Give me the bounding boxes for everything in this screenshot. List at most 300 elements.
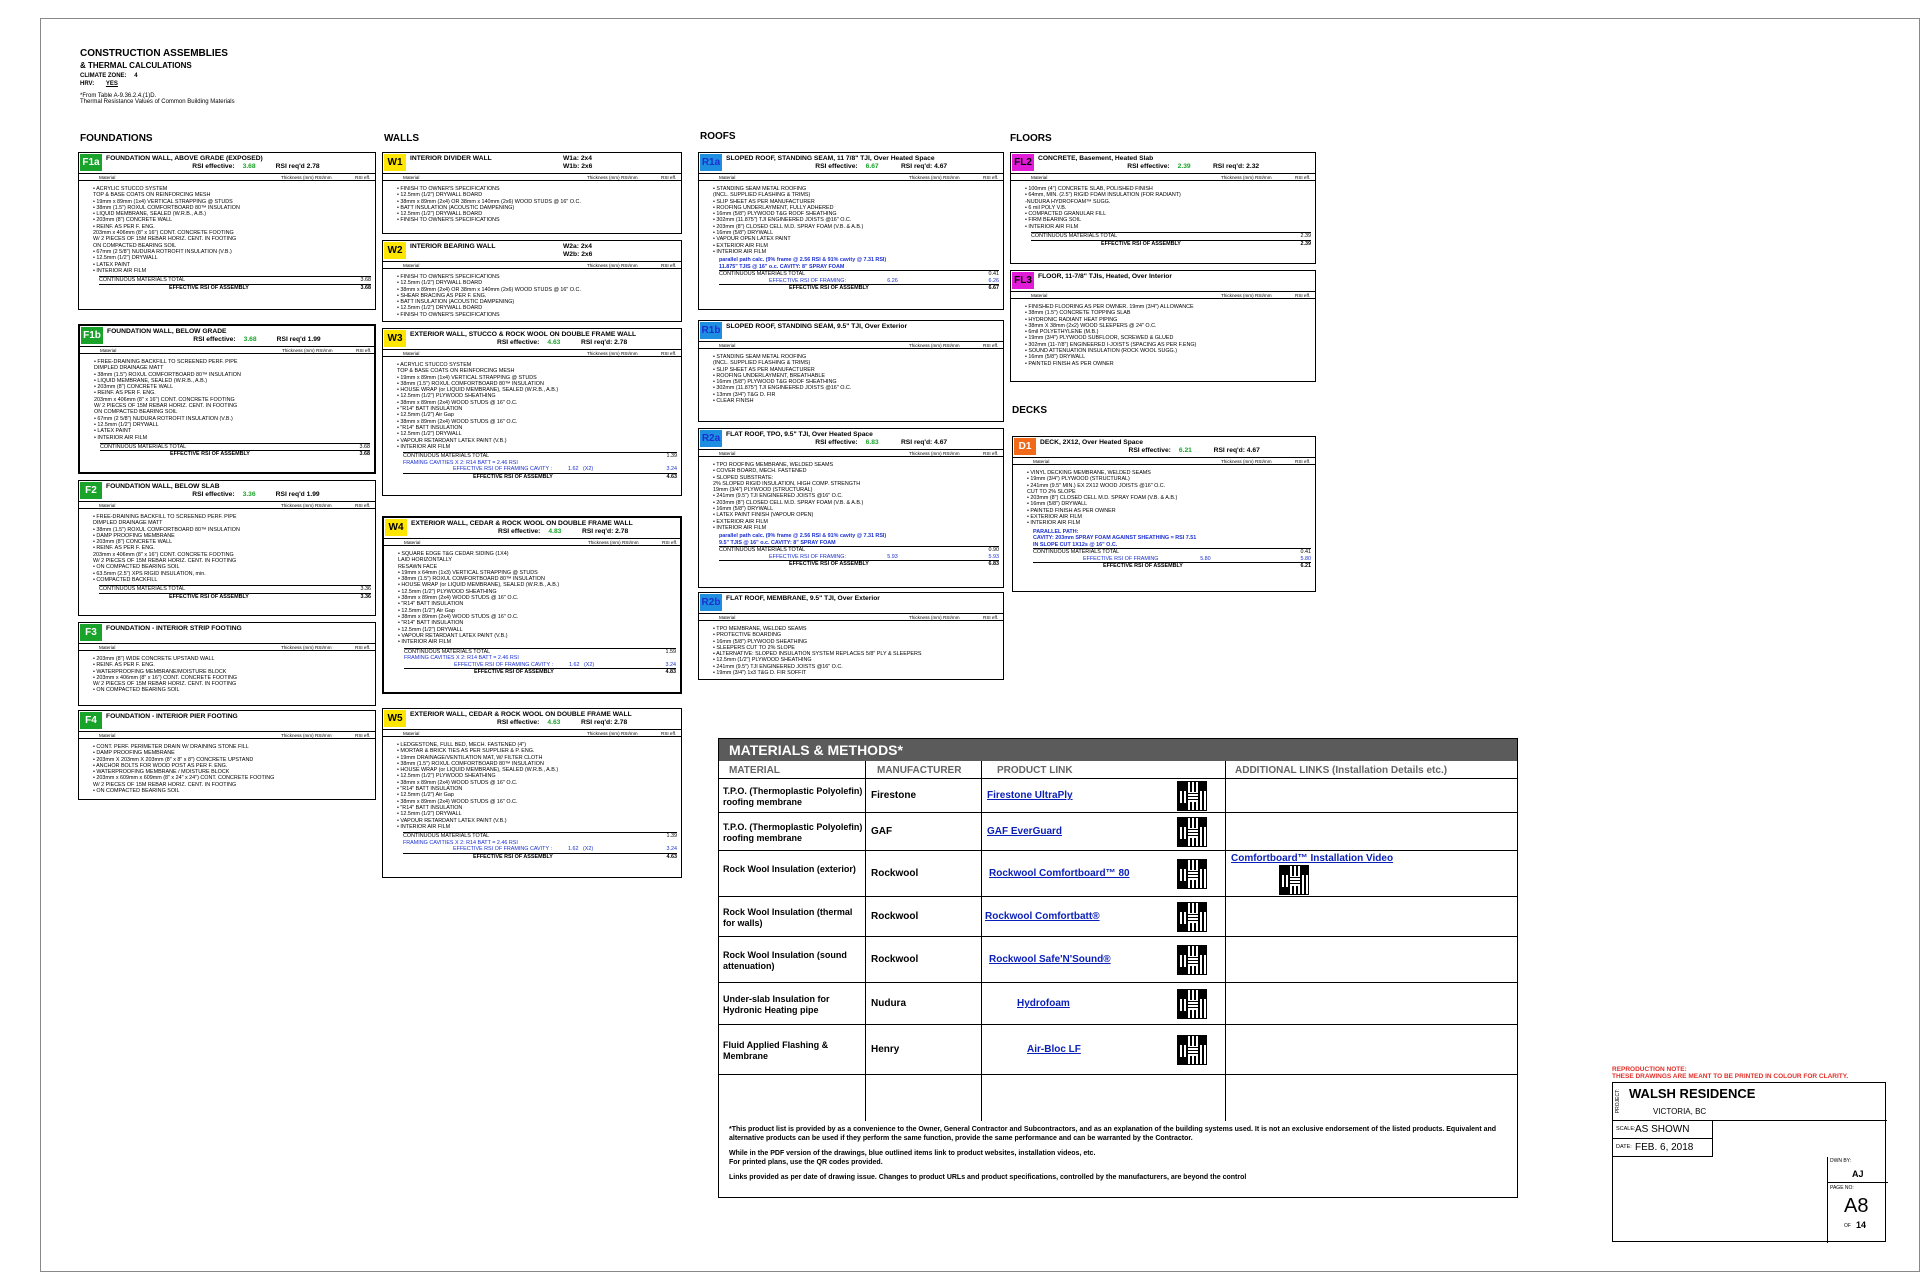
date-cell	[1613, 1139, 1713, 1157]
rsi-effective-label: RSI effective:	[192, 163, 235, 170]
project-name: WALSH RESIDENCE	[1629, 1086, 1756, 1101]
material-item: • MORTAR & BRICK TIES AS PER SUPPLIER & P. ENG.	[397, 748, 535, 755]
material-name: Fluid Applied Flashing & Membrane	[723, 1040, 829, 1061]
assembly-tag: W2	[384, 242, 406, 259]
material-list	[94, 359, 370, 441]
framing-cavity-note: FRAMING CAVITIES X 2: R14 BATT = 2.46 RSI	[404, 655, 519, 662]
material-name: Rock Wool Insulation (exterior)	[723, 864, 856, 874]
additional-link[interactable]: Comfortboard™ Installation Video	[1231, 853, 1394, 864]
assembly-tag: W5	[384, 710, 406, 727]
rsi-effective	[497, 339, 560, 346]
material-item: • 203mm (8") CONCRETE WALL	[94, 384, 174, 391]
section-foundations: FOUNDATIONS	[80, 133, 153, 144]
col-manufacturer: MANUFACTURER	[877, 765, 962, 776]
material-item: • STANDING SEAM METAL ROOFING	[713, 354, 807, 360]
continuous-total-row	[403, 832, 677, 840]
product-link[interactable]: Rockwool Comfortboard™ 80	[989, 868, 1130, 879]
material-item: • 12.5mm (1/2") DRYWALL	[397, 811, 462, 818]
assembly-tag: W3	[384, 330, 406, 347]
col-rsi-eff: RSI eff.	[355, 645, 371, 650]
material-item: • 6 mil POLY V.B.	[1025, 204, 1067, 211]
material-item: • 38mm (1.5") ROXUL COMFORTBOARD 80™ INSULATION	[94, 371, 241, 378]
material-item: • VAPOUR RETARDANT LATEX PAINT (V.B.)	[397, 817, 507, 824]
continuous-total-row	[1033, 548, 1311, 556]
assembly-w5	[382, 708, 682, 878]
col-material: Material	[99, 645, 116, 650]
material-item: • PAINTED FINISH AS PER OWNER	[1027, 507, 1116, 514]
material-item: • 16mm (5/8") DRYWALL	[1027, 501, 1088, 508]
material-item: • INTERIOR AIR FILM	[1027, 520, 1081, 527]
material-item: • 38mm (1.5") ROXUL COMFORTBOARD 80™ INSULATION	[397, 380, 544, 387]
rsi-effective-value: 6.83	[865, 439, 879, 446]
material-item: • 67mm (2 5/8") NUDURA ROTROFIT INSULATION (V.B.)	[93, 248, 232, 255]
materials-row	[719, 983, 1517, 1025]
column-header	[383, 261, 681, 269]
material-item: • 16mm (5/8") PLYWOOD SHEATHING	[713, 638, 808, 645]
effective-rsi-label: EFFECTIVE RSI OF ASSEMBLY	[473, 853, 553, 860]
assembly-tag: FL3	[1012, 272, 1034, 289]
col-material: Material	[1033, 459, 1050, 464]
material-item: • 302mm (11.875") TJI ENGINEERED JOISTS @16" O.C.	[713, 217, 852, 224]
material-item: • LATEX PAINT FINISH (VAPOUR OPEN)	[713, 512, 814, 519]
assembly-w1	[382, 152, 682, 234]
material-item: W/ 2 PIECES OF 15M REBAR HORIZ. CENT. IN FOOTING	[93, 681, 237, 688]
material-item: • 12.5mm (1/2") DRYWALL	[94, 421, 159, 428]
rsi-effective-label: RSI effective:	[1128, 447, 1171, 454]
material-item: • 302mm (11-7/8") ENGINEERED I-JOISTS (SPACING AS PER F.ENG)	[1025, 341, 1197, 348]
rsi-effective-label: RSI effective:	[498, 528, 541, 535]
materials-row	[719, 937, 1517, 983]
col-material: Material	[719, 175, 736, 180]
assembly-tag: F1b	[81, 327, 103, 344]
material-item: • REINF. AS PER F. ENG.	[93, 223, 155, 230]
material-item: • LATEX PAINT	[94, 428, 132, 435]
totals-block	[404, 648, 676, 676]
totals-block	[1031, 232, 1311, 247]
material-item: 19mm (3/4") PLYWOOD (STRUCTURAL)	[713, 487, 813, 494]
material-item: (INCL. SUPPLIED FLASHING & TRIMS)	[713, 192, 811, 199]
continuous-total-value: 0.41	[1300, 549, 1311, 556]
material-item: • ALTERNATIVE: SLOPED INSULATION SYSTEM REPLACES 5/8" PLY & SLEEPERS	[713, 651, 922, 658]
col-rsi-eff: RSI eff.	[661, 731, 677, 736]
material-item: (INCL. SUPPLIED FLASHING & TRIMS)	[713, 360, 811, 367]
material-item: • 63.5mm (2.5") XPS RIGID INSULATION, min.	[93, 570, 206, 577]
material-item: • HOUSE WRAP (or LIQUID MEMBRANE), SEALED (W.R.B., A.B.)	[398, 582, 560, 589]
material-item: • INTERIOR AIR FILM	[397, 823, 451, 830]
col-rsi-eff: RSI eff.	[662, 540, 678, 545]
material-item: • LEDGESTONE, FULL BED, MECH. FASTENED (4")	[397, 742, 527, 748]
parallel-path-note: IN SLOPE CUT 1X12s @ 16" O.C.	[1033, 541, 1118, 548]
continuous-total-row	[100, 443, 370, 451]
rsi-effective-value: 4.63	[547, 719, 561, 726]
material-item: ON COMPACTED BEARING SOIL	[93, 242, 177, 249]
col-thickness: Thickness (mm) RSI/mm	[281, 503, 332, 508]
effective-rsi-value: 4.63	[666, 473, 677, 480]
page-of-label: OF	[1844, 1223, 1851, 1229]
hrv-value: YES	[105, 81, 118, 87]
project-location: VICTORIA, BC	[1653, 1107, 1707, 1116]
rsi-required: RSI req'd 1.99	[275, 491, 320, 498]
material-item: • 38mm x 89mm (2x4) WOOD STUDS @ 16" O.C.	[397, 779, 518, 786]
material-item: • 38mm x 89mm (2x4) WOOD STUDS @ 16" O.C.	[397, 418, 518, 425]
manufacturer-name: Rockwool	[871, 954, 919, 965]
material-item: • "R14" BATT INSULATION	[397, 424, 463, 431]
col-thickness: Thickness (mm) RSI/mm	[909, 451, 960, 456]
material-item: • INTERIOR AIR FILM	[93, 267, 147, 274]
continuous-total-value: 1.39	[666, 453, 677, 460]
material-list	[713, 626, 999, 676]
material-item: • 100mm (4") CONCRETE SLAB, POLISHED FINISH	[1025, 186, 1153, 192]
product-link[interactable]: GAF EverGuard	[987, 826, 1063, 837]
material-item: • SHEAR BRACING AS PER F. ENG.	[397, 292, 487, 299]
material-name: Under-slab Insulation for Hydronic Heating pipe	[723, 994, 830, 1015]
effective-rsi-row	[403, 853, 677, 861]
material-item: W/ 2 PIECES OF 15M REBAR HORIZ. CENT. IN FOOTING	[93, 781, 237, 788]
material-item: • "R14" BATT INSULATION	[397, 786, 463, 793]
rsi-effective	[1127, 163, 1190, 170]
column-header	[79, 501, 375, 509]
assembly-tag: W1	[384, 154, 406, 171]
material-item: • 12.5mm (1/2") DRYWALL BOARD	[397, 192, 483, 199]
col-rsi-eff: RSI eff.	[983, 175, 999, 180]
rsi-effective-label: RSI effective:	[193, 336, 236, 343]
material-item: • EXTERIOR AIR FILM	[713, 518, 768, 525]
material-item: • 203mm X 203mm X 203mm (8" x 8" x 8") CONCRETE UPSTAND	[93, 756, 254, 763]
assembly-subtype: W1b: 2x6	[563, 163, 593, 170]
repro-note-1: REPRODUCTION NOTE:	[1612, 1066, 1687, 1073]
material-list	[713, 186, 999, 255]
product-link[interactable]: Rockwool Comfortbatt®	[985, 911, 1100, 922]
material-item: • 38mm x 89mm (2x4) OR 38mm x 140mm (2x6) WOOD STUDS @ 16" O.C.	[397, 198, 581, 205]
col-thickness: Thickness (mm) RSI/mm	[282, 348, 333, 353]
material-item: • 241mm (9.5" MIN.) EX 2X12 WOOD JOISTS @16" O.C.	[1027, 482, 1166, 489]
material-item: • 16mm (5/8") DRYWALL	[1025, 354, 1086, 361]
parallel-path-note: 9.5" TJIS @ 16" o.c. CAVITY: 8" SPRAY FOAM	[719, 539, 836, 546]
framing-effective-label: EFFECTIVE RSI OF FRAMING:	[769, 553, 846, 560]
material-item: TOP & BASE COATS ON REINFORCING MESH	[397, 368, 515, 375]
framing-multiplier: (X2)	[583, 846, 594, 853]
materials-note-1: *This product list is provided by as a convenience to the Owner, General Contractor and Subcontractors, and as an explanation of the building systems used. It is not an exclusive endorsement of the listed products. Equivalent and alternative products can be used if they perform the same function, provide the same performance and can be warranted by the Contractor.	[729, 1126, 1497, 1142]
column-header	[699, 449, 1003, 457]
effective-rsi-value: 2.39	[1300, 240, 1311, 247]
material-item: • 19mm (3/4") PLYWOOD SUBFLOOR, SCREWED & GLUED	[1025, 335, 1174, 342]
materials-notes	[729, 1125, 1507, 1188]
column-header	[383, 729, 681, 737]
column-header	[1013, 457, 1315, 465]
materials-row	[719, 851, 1517, 897]
framing-multiplier: (X2)	[584, 661, 595, 668]
effective-rsi-label: EFFECTIVE RSI OF ASSEMBLY	[169, 593, 249, 600]
material-item: • INTERIOR AIR FILM	[1025, 223, 1079, 230]
section-roofs: ROOFS	[700, 131, 736, 142]
assembly-title: EXTERIOR WALL, CEDAR & ROCK WOOL ON DOUBLE FRAME WALL	[410, 711, 632, 718]
effective-rsi-row	[403, 473, 677, 481]
rsi-required: RSI req'd: 2.78	[582, 528, 629, 535]
date-label: DATE:	[1616, 1144, 1632, 1150]
page-cell	[1827, 1157, 1887, 1243]
material-item: • STANDING SEAM METAL ROOFING	[713, 186, 807, 192]
material-list	[397, 362, 677, 450]
repro-note-2: THESE DRAWINGS ARE MEANT TO BE PRINTED IN COLOUR FOR CLARITY.	[1612, 1073, 1849, 1080]
total-pages: 14	[1856, 1220, 1867, 1230]
framing-effective-value: 6.26	[887, 277, 898, 284]
framing-total-value: 3.24	[666, 846, 677, 853]
material-item: • HYDRONIC RADIANT HEAT PIPING	[1025, 316, 1118, 323]
material-item: • LATEX PAINT	[93, 261, 131, 268]
rsi-required: RSI req'd 1.99	[276, 336, 321, 343]
assembly-title: FOUNDATION WALL, ABOVE GRADE (EXPOSED)	[106, 155, 263, 162]
effective-rsi-label: EFFECTIVE RSI OF ASSEMBLY	[1101, 240, 1181, 247]
material-item: • ON COMPACTED BEARING SOIL	[93, 788, 180, 795]
assembly-title: DECK, 2X12, Over Heated Space	[1040, 439, 1143, 446]
continuous-total-label: CONTINUOUS MATERIALS TOTAL	[719, 547, 806, 554]
scale-label: SCALE:	[1616, 1126, 1636, 1132]
continuous-total-value: 1.59	[665, 648, 676, 655]
continuous-total-value: 2.39	[1300, 233, 1311, 240]
framing-effective-row	[404, 662, 676, 669]
column-header	[1011, 291, 1315, 299]
assembly-w4	[382, 516, 682, 694]
assembly-fl3	[1010, 270, 1316, 382]
parallel-path-note: parallel path calc. (9% frame @ 2.56 RSI & 91% cavity @ 7.31 RSI)	[719, 257, 887, 264]
framing-effective-label: EFFECTIVE RSI OF FRAMING:	[769, 277, 846, 284]
project-cell	[1613, 1083, 1887, 1121]
material-item: • ON COMPACTED BEARING SOIL	[93, 687, 180, 694]
material-item: • 38mm x 89mm (2x4) OR 38mm x 140mm (2x6) WOOD STUDS @ 16" O.C.	[397, 286, 581, 293]
assembly-title: FOUNDATION WALL, BELOW SLAB	[106, 483, 220, 490]
col-thickness: Thickness (mm) RSI/mm	[281, 645, 332, 650]
framing-cavity-note: FRAMING CAVITIES X 2: R14 BATT = 2.46 RSI	[403, 839, 518, 846]
material-item: LAID HORIZONTALLY	[398, 557, 453, 564]
material-item: CUT TO 2% SLOPE	[1027, 488, 1076, 495]
material-item: • 203mm (8") CLOSED CELL M.D. SPRAY FOAM (V.B. & A.B.)	[1027, 495, 1178, 502]
rsi-effective-value: 6.67	[865, 163, 879, 170]
effective-rsi-value: 6.83	[988, 561, 999, 568]
material-item: • FINISH TO OWNER'S SPECIFICATIONS	[397, 311, 500, 318]
assembly-title: EXTERIOR WALL, STUCCO & ROCK WOOL ON DOUBLE FRAME WALL	[410, 331, 637, 338]
material-list	[93, 656, 371, 694]
material-item: • VAPOUR RETARDANT LATEX PAINT (V.B.)	[397, 437, 507, 444]
material-list	[1025, 186, 1311, 230]
scale-value: AS SHOWN	[1635, 1124, 1690, 1135]
material-item: • "R14" BATT INSULATION	[397, 804, 463, 811]
assembly-d1	[1012, 436, 1316, 592]
col-thickness: Thickness (mm) RSI/mm	[1221, 175, 1272, 180]
col-thickness: Thickness (mm) RSI/mm	[281, 175, 332, 180]
material-item: • 38mm x 89mm (2x4) WOOD STUDS @ 16" O.C.	[397, 798, 518, 805]
continuous-total-value: 3.36	[360, 586, 371, 593]
column-header	[79, 643, 375, 651]
rsi-effective-label: RSI effective:	[815, 163, 858, 170]
material-item: • FREE-DRAINING BACKFILL TO SCREENED PERF. PIPE	[94, 359, 238, 365]
continuous-total-label: CONTINUOUS MATERIALS TOTAL	[403, 453, 490, 460]
effective-rsi-row	[719, 560, 999, 568]
manufacturer-name: Rockwool	[871, 911, 919, 922]
assembly-title: FLOOR, 11-7/8" TJIs, Heated, Over Interior	[1038, 273, 1172, 280]
qr-code	[1177, 781, 1207, 811]
material-list	[93, 744, 371, 794]
materials-column-headers	[719, 761, 1517, 779]
material-item: ON COMPACTED BEARING SOIL	[94, 409, 178, 416]
material-item: • 12.5mm (1/2") Air Gap	[398, 607, 455, 614]
continuous-total-label: CONTINUOUS MATERIALS TOTAL	[99, 277, 186, 284]
material-item: • 12.5mm (1/2") DRYWALL	[93, 255, 158, 262]
material-item: • VAPOUR OPEN LATEX PAINT	[713, 236, 791, 243]
material-item: -NUDURA HYDROFOAM™ SUGG.	[1025, 198, 1111, 205]
product-link[interactable]: Hydrofoam	[1017, 998, 1070, 1009]
rsi-required: RSI req'd: 2.78	[581, 719, 628, 726]
totals-block	[719, 270, 999, 292]
col-thickness: Thickness (mm) RSI/mm	[1221, 293, 1272, 298]
material-item: • REINF. AS PER F. ENG.	[93, 545, 155, 552]
material-item: • 241mm (9.5") TJI ENGINEERED JOISTS @16" O.C.	[713, 493, 843, 500]
rsi-required: RSI req'd 2.78	[275, 163, 320, 170]
parallel-path-note: PARALLEL PATH:	[1033, 528, 1079, 535]
rsi-effective	[193, 336, 256, 343]
material-item: • CONT. PERF. PERIMETER DRAIN W/ DRAINING STONE FILL	[93, 744, 249, 750]
material-list	[397, 742, 677, 830]
qr-code	[1177, 989, 1207, 1019]
effective-rsi-row	[719, 284, 999, 292]
material-item: • 302mm (11.875") TJI ENGINEERED JOISTS @16" O.C.	[713, 385, 852, 392]
material-item: • FINISH TO OWNER'S SPECIFICATIONS	[397, 186, 500, 192]
material-item: • 203mm (8") CONCRETE WALL	[93, 217, 173, 224]
hrv-label: HRV:	[80, 81, 95, 87]
continuous-total-row	[404, 648, 676, 656]
continuous-total-row	[719, 546, 999, 554]
totals-block	[99, 276, 371, 291]
col-material: Material	[403, 263, 420, 268]
material-item: • INTERIOR AIR FILM	[713, 248, 767, 255]
assembly-title: INTERIOR BEARING WALL	[410, 243, 496, 250]
col-material: Material	[99, 733, 116, 738]
manufacturer-name: Rockwool	[871, 868, 919, 879]
material-item: • ACRYLIC STUCCO SYSTEM	[93, 186, 168, 192]
col-rsi-eff: RSI eff.	[356, 348, 372, 353]
column-header	[383, 173, 681, 181]
assembly-tag: F3	[80, 624, 102, 641]
rsi-required: RSI req'd: 4.67	[1213, 447, 1260, 454]
material-item: • 19mm (3/4") PLYWOOD (STRUCTURAL)	[1027, 476, 1130, 483]
assembly-tag: W4	[385, 519, 407, 536]
material-item: • 38mm (1.5") ROXUL COMFORTBOARD 80™ INSULATION	[398, 576, 545, 583]
effective-rsi-label: EFFECTIVE RSI OF ASSEMBLY	[474, 669, 554, 676]
material-item: • SLIP SHEET AS PER MANUFACTURER	[713, 366, 815, 373]
material-item: • 38mm x 89mm (2x4) WOOD STUDS @ 16" O.C.	[397, 399, 518, 406]
climate-value: 4	[134, 73, 138, 79]
materials-note-4: Links provided as per date of drawing issue. Changes to product URLs and product specifications, controlled by the manufacturers, are beyond the control	[729, 1174, 1247, 1181]
manufacturer-name: Nudura	[871, 998, 906, 1009]
material-item: • 12.5mm (1/2") DRYWALL BOARD	[397, 305, 483, 312]
col-thickness: Thickness (mm) RSI/mm	[281, 733, 332, 738]
column-header	[699, 613, 1003, 621]
material-item: • PROTECTIVE BOARDING	[713, 632, 782, 639]
rsi-effective-value: 4.63	[547, 339, 561, 346]
material-item: • 38mm (1.5") ROXUL COMFORTBOARD 80™ INSULATION	[93, 204, 240, 211]
assembly-subtype: W2b: 2x6	[563, 251, 593, 258]
assembly-r1a	[698, 152, 1004, 310]
material-item: • SQUARE EDGE T&G CEDAR SIDING (1X4)	[398, 551, 509, 557]
continuous-total-value: 0.41	[988, 271, 999, 278]
framing-total-value: 3.24	[666, 466, 677, 473]
assembly-tag: F1a	[80, 154, 102, 171]
material-item: DIMPLED DRAINAGE MATT	[93, 520, 163, 527]
totals-block	[403, 832, 677, 860]
material-item: • 38mm (1.5") CONCRETE TOPPING SLAB	[1025, 310, 1131, 317]
totals-block	[100, 443, 370, 458]
rsi-effective	[498, 528, 561, 535]
title-block	[1612, 1082, 1886, 1242]
product-link[interactable]: Firestone UltraPly	[987, 790, 1073, 801]
framing-effective-label: EFFECTIVE RSI OF FRAMING CAVITY :	[453, 846, 552, 853]
column-header	[1011, 173, 1315, 181]
col-material: Material	[403, 175, 420, 180]
material-item: • FINISH TO OWNER'S SPECIFICATIONS	[397, 217, 500, 224]
material-item: W/ 2 PIECES OF 15M REBAR HORIZ. CENT. IN FOOTING	[94, 403, 238, 410]
framing-effective-value: 1.62	[569, 661, 580, 668]
material-item: • FINISHED FLOORING AS PER OWNER. 19mm (3/4") ALLOWANCE	[1025, 304, 1194, 310]
material-name: Rock Wool Insulation (thermal for walls)	[723, 907, 853, 928]
material-item: • 12.5mm (1/2") PLYWOOD SHEATHING	[397, 393, 496, 400]
product-link[interactable]: Rockwool Safe'N'Sound®	[989, 954, 1111, 965]
column-header	[383, 349, 681, 357]
continuous-total-label: CONTINUOUS MATERIALS TOTAL	[1033, 549, 1120, 556]
material-item: • 16mm (5/8") PLYWOOD T&G ROOF SHEATHING	[713, 211, 837, 218]
material-item: • TPO ROOFING MEMBRANE, WELDED SEAMS	[713, 462, 834, 468]
material-item: • TPO MEMBRANE, WELDED SEAMS	[713, 626, 807, 632]
drawn-by-label: DWN BY:	[1830, 1158, 1852, 1164]
section-walls: WALLS	[384, 133, 419, 144]
col-material: Material	[719, 343, 736, 348]
framing-effective-label: EFFECTIVE RSI OF FRAMING CAVITY :	[454, 661, 553, 668]
continuous-total-row	[719, 270, 999, 278]
material-item: • EXTERIOR AIR FILM	[1027, 514, 1082, 521]
materials-note-3: For printed plans, use the QR codes provided.	[729, 1159, 883, 1166]
parallel-path-note: CAVITY: 203mm SPRAY FOAM AGAINST SHEATHING = RSI 7.51	[1033, 535, 1197, 542]
effective-rsi-row	[404, 668, 676, 676]
material-item: • SLOPED SUBSTRATE:	[713, 474, 774, 481]
continuous-total-value: 3.68	[360, 277, 371, 284]
column-header	[80, 346, 374, 354]
parallel-path-note: 11.875" TJIS @ 16" o.c. CAVITY: 8" SPRAY FOAM	[719, 263, 845, 270]
totals-block	[719, 546, 999, 568]
product-link[interactable]: Air-Bloc LF	[1027, 1044, 1081, 1055]
assembly-r1b	[698, 320, 1004, 422]
material-item: • SLEEPERS CUT TO 2% SLOPE	[713, 644, 795, 651]
rsi-effective-value: 4.83	[548, 528, 562, 535]
assembly-tag: R1b	[700, 322, 722, 339]
material-item: 203mm x 406mm (8" x 16") CONT. CONCRETE FOOTING	[93, 551, 234, 558]
material-item: • DAMP PROOFING MEMBRANE	[93, 750, 175, 757]
manufacturer-name: GAF	[871, 826, 893, 837]
material-item: • COVER BOARD, MECH. FASTENED	[713, 468, 807, 475]
framing-total-value: 5.80	[1300, 555, 1311, 562]
page-number: A8	[1844, 1195, 1869, 1217]
rsi-effective	[192, 163, 255, 170]
assembly-tag: F4	[80, 712, 102, 729]
material-item: • REINF. AS PER F. ENG.	[93, 662, 155, 669]
section-floors: FLOORS	[1010, 133, 1052, 144]
effective-rsi-label: EFFECTIVE RSI OF ASSEMBLY	[1103, 563, 1183, 570]
col-rsi-eff: RSI eff.	[1295, 293, 1311, 298]
materials-row	[719, 813, 1517, 851]
material-item: • 6mil POLYETHYLENE (M.B.)	[1025, 329, 1099, 336]
materials-table	[718, 738, 1518, 1198]
material-item: • LIQUID MEMBRANE, SEALED (W.R.B., A.B.)	[93, 211, 207, 218]
rsi-effective	[497, 719, 560, 726]
assembly-tag: D1	[1014, 438, 1036, 455]
material-item: • 203mm (8") CLOSED CELL M.D. SPRAY FOAM (V.B. & A.B.)	[713, 499, 864, 506]
